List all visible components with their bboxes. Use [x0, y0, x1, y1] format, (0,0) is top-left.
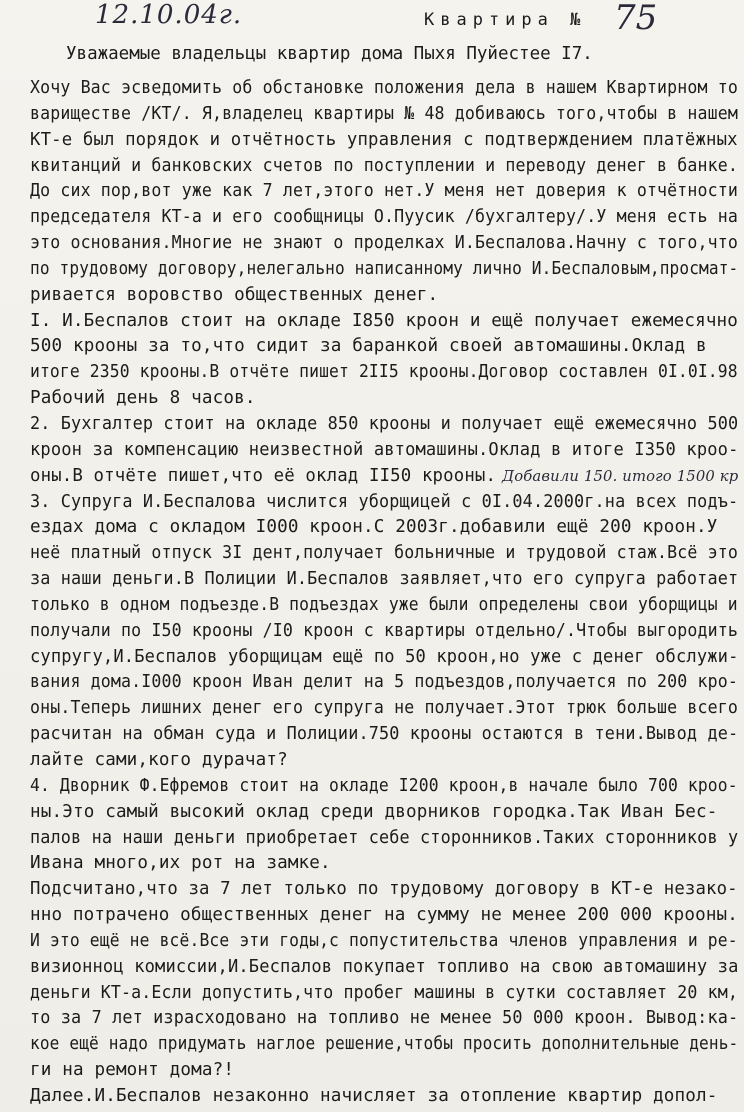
- text-line: деньги КТ-а.Если допустить,что пробег машины в сутки составляет 20 км,: [30, 983, 738, 1003]
- text-line-with-note: [30, 466, 738, 486]
- text-line: итоге 2350 крооны.В отчёте пишет 2II5 крооны.Договор составлен 0I.0I.98: [30, 362, 738, 382]
- text-line: получали по I50 крооны /I0 кроон с квартиры отдельно/.Чтобы выгородить: [30, 621, 738, 641]
- text-line: До сих пор,вот уже как 7 лет,этого нет.У меня нет доверия к отчётности: [30, 181, 738, 201]
- text-line: то за 7 лет израсходовано на топливо не менее 50 000 кроон. Вывод:ка-: [30, 1008, 739, 1028]
- handwritten-margin-note: Добавили 150. итого 1500 кр: [502, 467, 739, 485]
- text-line: Хочу Вас эсведомить об обстановке положения дела в нашем Квартирном то: [30, 78, 738, 98]
- text-line: супругу,И.Беспалов уборщицам ещё по 50 кроон,но уже с денег обслужи-: [30, 647, 739, 667]
- text-line: председателя КТ-а и его сообщницы О.Пуусик /бухгалтеру/.У меня есть на: [30, 207, 738, 227]
- text-line: кроон за компенсацию неизвестной автомашины.Оклад в итоге I350 кроо-: [30, 440, 739, 460]
- greeting: Уважаемые владельцы квартир дома Пыхя Пуйестее I7.: [66, 44, 593, 64]
- text-line: И это ещё не всё.Все эти годы,с попустительства членов управления и ре-: [30, 931, 738, 951]
- text-line: Подсчитано,что за 7 лет только по трудовому договору в КТ-е незако-: [30, 879, 738, 899]
- text-line: палов на наши деньги приобретает себе сторонников.Таких сторонников у: [30, 828, 739, 848]
- text-line: нно потрачено общественных денег на сумму не менее 200 000 крооны.: [30, 905, 739, 925]
- text-line: расчитан на обман суда и Полиции.750 крооны остаются в тени.Вывод де-: [30, 724, 739, 744]
- text-line: ны.Это самый высокий оклад среди дворников городка.Так Иван Бес-: [30, 802, 718, 822]
- text-line: 4. Дворник Ф.Ефремов стоит на окладе I200 кроон,в начале было 700 кроо-: [30, 776, 738, 796]
- text-line: Далее.И.Беспалов незаконно начисляет за отопление квартир допол-: [30, 1086, 718, 1106]
- text-line: вариществе /КТ/. Я,владелец квартиры № 48 добиваюсь того,чтобы в нашем: [30, 104, 738, 124]
- text-line: неё платный отпуск 3I дент,получает больничные и трудовой стаж.Всё это: [30, 543, 738, 563]
- text-line: I. И.Беспалов стоит на окладе I850 кроон и ещё получает ежемесячно: [30, 311, 739, 331]
- apartment-number: 75: [614, 0, 658, 38]
- text-line: это основания.Многие не знают о проделках И.Беспалова.Начну с того,что: [30, 233, 738, 253]
- text-line: Рабочий день 8 часов.: [30, 388, 256, 408]
- text-line: 2. Бухгалтер стоит на окладе 850 крооны и получает ещё ежемесячно 500: [30, 414, 739, 434]
- text-line: ги на ремонт дома?!: [30, 1060, 235, 1080]
- text-line: кое ещё надо придумать наглое решение,чтобы просить дополнительные день-: [30, 1034, 739, 1054]
- text-line: визионноц комиссии,И.Беспалов покупает топливо на свою автомашину за: [30, 957, 739, 977]
- text-line: Ивана много,их рот на замке.: [30, 853, 331, 873]
- text-line: оны.Теперь лишних денег его супруга не получает.Этот трюк больше всего: [30, 698, 738, 718]
- text-line: 500 крооны за то,что сидит за баранкой своей автомашины.Оклад в: [30, 336, 707, 356]
- text-line: ездах дома с окладом I000 кроон.С 2003г.добавили ещё 200 кроон.У: [30, 517, 718, 537]
- text-line: квитанций и банковских счетов по поступлении и переводу денег в банке.: [30, 156, 738, 176]
- text-line: вания дома.I000 кроон Иван делит на 5 подъездов,получается по 200 кро-: [30, 672, 738, 692]
- text-line: КТ-е был порядок и отчётность управления с подтверждением платёжных: [30, 130, 738, 150]
- text-line: только в одном подъезде.В подъездах уже были определены свои уборщицы и: [30, 595, 738, 615]
- apartment-label: Квартира №: [424, 10, 587, 30]
- text-line: за наши деньги.В Полиции И.Беспалов заявляет,что его супруга работает: [30, 569, 739, 589]
- handwritten-date: 12.10.04г.: [95, 0, 243, 30]
- text-line: лайте сами,кого дурачат?: [30, 750, 288, 770]
- text-line: 3. Супруга И.Беспалова числится уборщицей с 0I.04.2000г.на всех подъ-: [30, 492, 739, 512]
- text-line: по трудовому договору,нелегально написанному лично И.Беспаловым,просмат-: [30, 259, 739, 279]
- text-line: ривается воровство общественных денег.: [30, 285, 439, 305]
- text-line: оны.В отчёте пишет,что её оклад II50 крооны.: [30, 466, 497, 486]
